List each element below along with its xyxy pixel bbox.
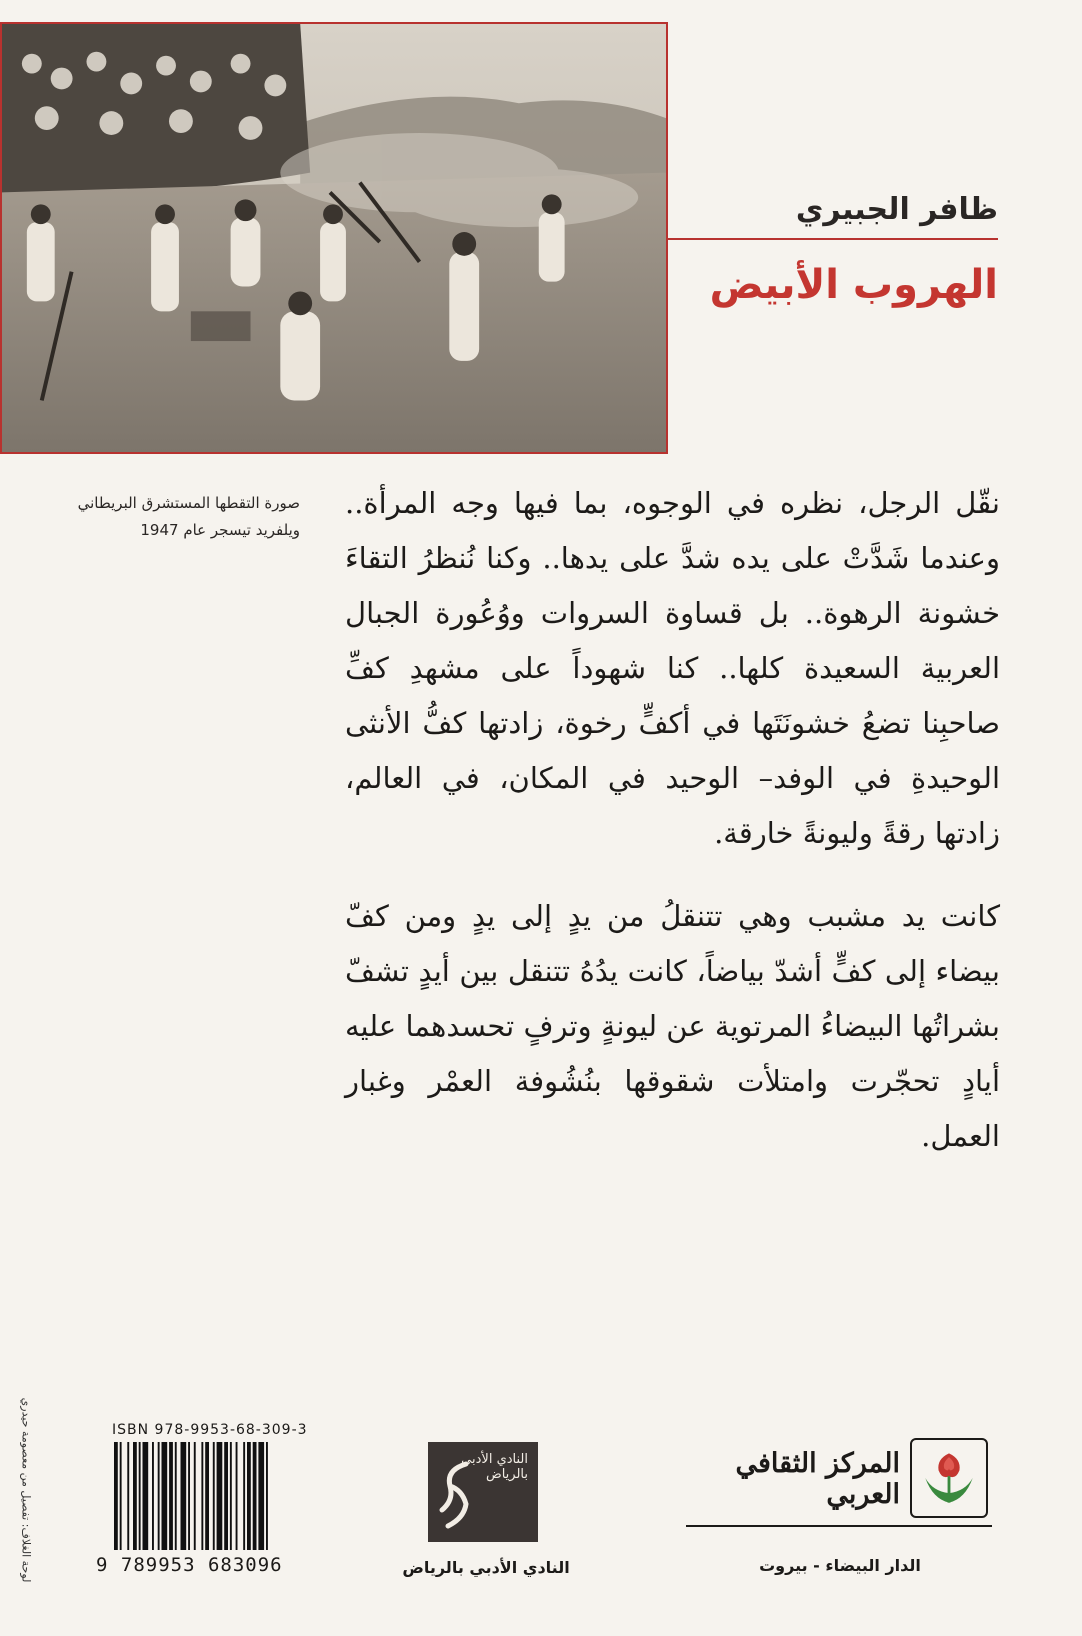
book-title: الهروب الأبيض	[709, 262, 998, 308]
cover-art-credit	[14, 1350, 38, 1630]
photo-caption-line: ويلفريد تيسجر عام 1947	[140, 521, 300, 539]
cover-photo	[0, 22, 668, 454]
barcode-icon	[112, 1442, 310, 1550]
blurb-paragraph: كانت يد مشبب وهي تتنقلُ من يدٍ إلى يدٍ ومن كفّ بيضاء إلى كفٍّ أشدّ بياضاً، كانت يدُهُ تتنقل بين أيدٍ تشفّ بشراتُها البيضاءُ المرتوية عن ليونةٍ وترفٍ تحسدهما عليه أيادٍ تحجّرت وامتلأت شقوقها بنُشُوفة العمْر وغبار العمل.	[345, 899, 1000, 1153]
publisher-name: المركز الثقافي العربي	[735, 1448, 900, 1510]
author-name: ظافر الجبيري	[795, 192, 998, 227]
publisher-divider	[686, 1525, 992, 1527]
historical-photo-illustration	[2, 24, 666, 452]
calligraphy-mark-icon	[436, 1460, 474, 1530]
photo-caption-line: صورة التقطها المستشرق البريطاني	[77, 494, 300, 512]
rose-emblem-icon	[912, 1440, 986, 1516]
blurb	[345, 476, 1000, 1164]
title-divider	[668, 238, 998, 240]
cover-art-credit-text: لوحة الغلاف: تفصيل من معصومة حيدري	[19, 1397, 33, 1583]
literary-club-name: النادي الأدبي بالرياض	[402, 1558, 570, 1577]
blurb-paragraph: نقّل الرجل، نظره في الوجوه، بما فيها وجه المرأة.. وعندما شَدَّتْ على يده شدَّ على يدها.. وكنا نُنظرُ التقاءَ خشونة الرهوة.. بل قساوة السروات ووُعُورة الجبال العربية السعيدة كلها.. كنا شهوداً على مشهدِ كفِّ صاحبِنا تضعُ خشونَتَها في أكفٍّ رخوة، زادتها كفُّ الأنثى الوحيدةِ في الوفد– الوحيد في المكان، في العالم، زادتها رقةً وليونةً خارقة.	[345, 486, 1000, 850]
literary-club-logo	[428, 1442, 538, 1542]
photo-caption	[20, 490, 300, 544]
isbn-label: ISBN 978-9953-68-309-3	[112, 1422, 308, 1438]
barcode-digits: 9 789953 683096	[96, 1554, 283, 1576]
barcode	[112, 1442, 310, 1550]
publisher-logo	[910, 1438, 988, 1518]
literary-club-logo-text: النادي الأدبي بالرياض	[461, 1452, 528, 1482]
publisher-cities: الدار البيضاء - بيروت	[759, 1556, 921, 1575]
